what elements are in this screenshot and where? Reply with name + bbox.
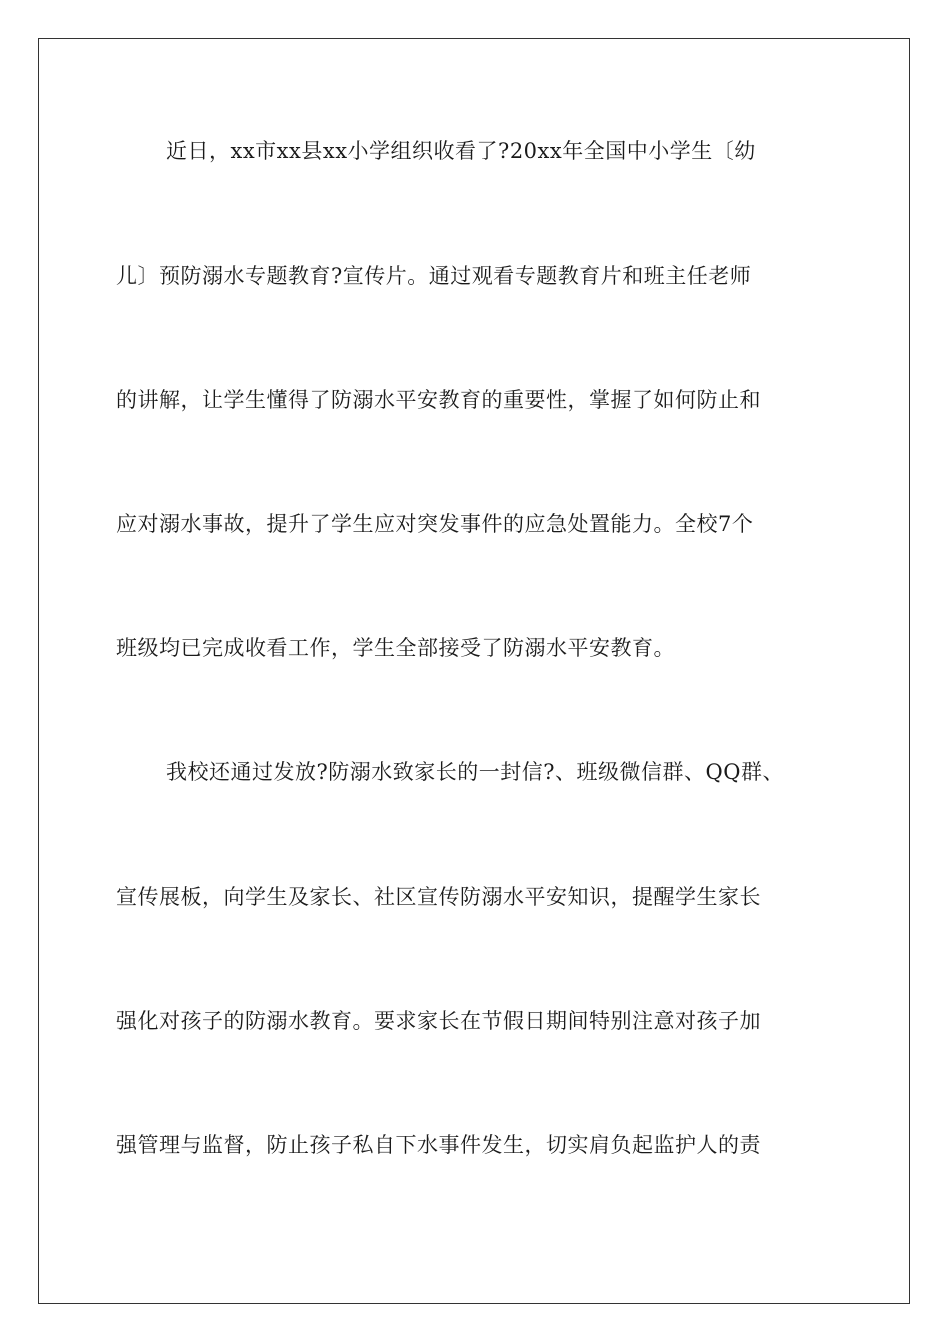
- paragraph-2-line-2: 宣传展板，向学生及家长、社区宣传防溺水平安知识，提醒学生家长: [116, 885, 761, 909]
- paragraph-2-line-4: 强管理与监督，防止孩子私自下水事件发生，切实肩负起监护人的责: [116, 1133, 761, 1157]
- paragraph-1-line-3: 的讲解，让学生懂得了防溺水平安教育的重要性，掌握了如何防止和: [116, 388, 761, 412]
- paragraph-2-line-1: 我校还通过发放?防溺水致家长的一封信?、班级微信群、QQ群、: [166, 760, 784, 784]
- page-border: [38, 38, 910, 1304]
- paragraph-2-line-3: 强化对孩子的防溺水教育。要求家长在节假日期间特别注意对孩子加: [116, 1009, 761, 1033]
- paragraph-1-line-5: 班级均已完成收看工作，学生全部接受了防溺水平安教育。: [116, 636, 675, 660]
- paragraph-1-line-4: 应对溺水事故，提升了学生应对突发事件的应急处置能力。全校7个: [116, 512, 754, 536]
- paragraph-1-line-2: 儿〕预防溺水专题教育?宣传片。通过观看专题教育片和班主任老师: [116, 264, 752, 288]
- paragraph-1-line-1: 近日，xx市xx县xx小学组织收看了?20xx年全国中小学生〔幼: [166, 139, 756, 163]
